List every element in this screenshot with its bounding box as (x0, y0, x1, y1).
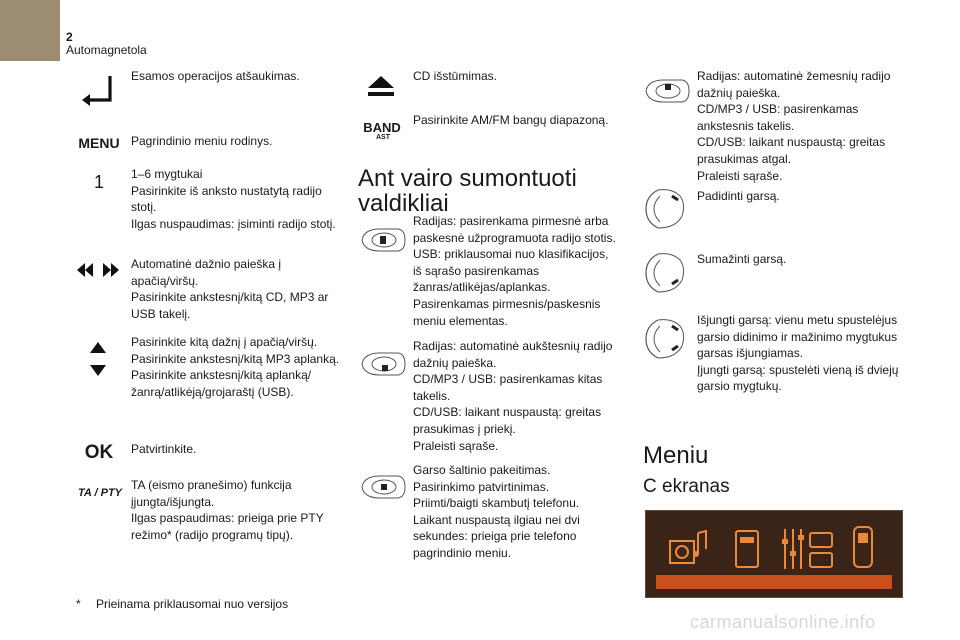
footnote (76, 597, 288, 611)
col1-item-text: Pagrindinio meniu rodinys. (131, 134, 273, 148)
chapter-tab (0, 0, 60, 61)
col1-item-text: TA (eismo pranešimo) funkcija įjungta/išjungta. Ilgas paspaudimas: prieiga prie PTY režimo* (radijo programų tipų). (131, 478, 324, 542)
col2-item-text: Radijas: pasirenkama pirmesnė arba paskesnė užprogramuota radijo stotis. USB: priklausomai nuo klasifikacijos, iš sąrašo pasirenkamas žanras/atlikėjas/aplankas. Pasirenkamas pirmesnis/paskesnis meniu elementas. (413, 214, 616, 328)
col1-item-text: 1–6 mygtukai Pasirinkite iš anksto nustatytą radijo stotį. Ilgas nuspaudimas: įsiminti radijo stotį. (131, 167, 336, 231)
up-down-arrows-icon (90, 342, 106, 376)
phone-icon (850, 523, 876, 573)
col3-item-text: Išjungti garsą: vienu metu spustelėjus garsio didinimo ir mažinimo mygtukus garsas išjungiamas. Įjungti garsą: spustelėti vieną iš dviejų garsio mygtukų. (697, 313, 899, 394)
page-number: 2 (66, 30, 73, 44)
screen-c-illustration (645, 510, 903, 598)
steering-control-icon (358, 472, 408, 502)
steering-control-icon (642, 186, 688, 232)
steering-control-icon (358, 225, 408, 255)
col2-item-text: Pasirinkite AM/FM bangų diapazoną. (413, 113, 609, 127)
footnote-star: * (76, 597, 81, 611)
col3-item-text: Radijas: automatinė žemesnių radijo dažnių paieška. CD/MP3 / USB: pasirenkamas ankstesnis takelis. CD/USB: laikant nuspaustą: greitas prasukimas atgal. Praleisti sąraše. (697, 69, 891, 183)
ok-label: OK (84, 442, 114, 463)
navigation-icon (730, 525, 764, 573)
ta-pty-label: TA / PTY (78, 487, 122, 499)
col1-item-text: Pasirinkite kitą dažnį į apačią/viršų. Pasirinkite ankstesnį/kitą MP3 aplanką. Pasirinkite ankstesnį/kitą aplanką/žanrą/atlikėją/grojaraštį (USB). (131, 335, 340, 399)
steering-control-icon (642, 76, 692, 106)
steering-controls-heading: Ant vairo sumontuoti valdikliai (358, 165, 577, 217)
language-icon (808, 529, 834, 571)
col1-item-text: Automatinė dažnio paieška į apačią/viršų. Pasirinkite ankstesnį/kitą CD, MP3 ar USB takelį. (131, 257, 329, 321)
col3-item-text: Padidinti garsą. (697, 189, 780, 203)
settings-sliders-icon (780, 525, 806, 573)
steering-control-icon (642, 250, 688, 296)
eject-icon (368, 76, 394, 96)
digit-one-label: 1 (93, 172, 104, 192)
screen-c-subheading: C ekranas (643, 476, 730, 497)
col2-item-text: Garso šaltinio pakeitimas. Pasirinkimo patvirtinimas. Priimti/baigti skambutį telefonu. Laikant nuspaustą ilgiau nei dvi sekundes: prieiga prie telefono pagrindinio meniu. (413, 463, 580, 560)
screen-selection-bar (656, 575, 892, 589)
col2-item-text: CD išstūmimas. (413, 69, 498, 83)
section-title: Automagnetola (66, 43, 147, 57)
col2-item-text: Radijas: automatinė aukštesnių radijo dažnių paieška. CD/MP3 / USB: pasirenkamas kitas takelis. CD/USB: laikant nuspaustą: greitas prasukimas į priekį. Praleisti sąraše. (413, 339, 613, 453)
band-label: BAND (363, 120, 401, 135)
col3-item-text: Sumažinti garsą. (697, 252, 787, 266)
return-arrow-icon (80, 74, 116, 106)
col1-item-text: Patvirtinkite. (131, 442, 197, 456)
rewind-forward-icon (74, 263, 122, 277)
menu-label: MENU (78, 135, 120, 151)
media-icon (666, 527, 710, 573)
ast-label: AST (376, 134, 390, 141)
steering-control-icon (642, 316, 688, 362)
steering-control-icon (358, 349, 408, 379)
watermark: carmanualsonline.info (690, 612, 876, 632)
footnote-text: Prieinama priklausomai nuo versijos (96, 597, 289, 611)
col1-item-text: Esamos operacijos atšaukimas. (131, 69, 300, 83)
menu-heading: Meniu (643, 442, 709, 469)
